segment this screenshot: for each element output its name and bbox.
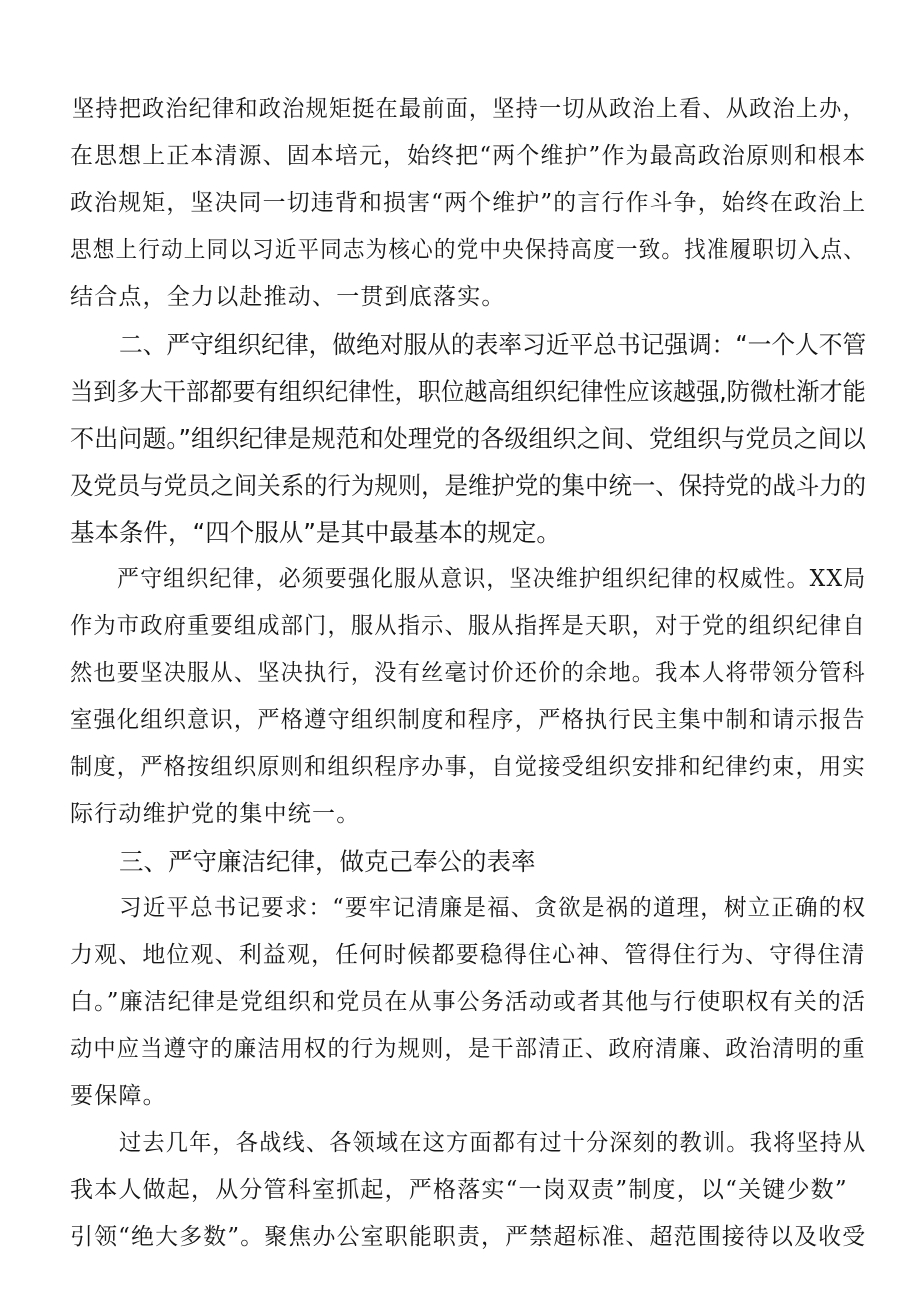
body-line: 思想上行动上同以习近平同志为核心的党中央保持高度一致。找准履职切入点、 xyxy=(70,237,867,263)
body-line: 际行动维护党的集中统一。 xyxy=(70,801,361,827)
body-line: 作为市政府重要组成部门，服从指示、服从指挥是天职，对于党的组织纪律自 xyxy=(70,613,866,639)
body-line: 白。”廉洁纪律是党组织和党员在从事公务活动或者其他与行使职权有关的活 xyxy=(70,989,867,1015)
body-line: 结合点，全力以赴推动、一贯到底落实。 xyxy=(70,284,506,310)
heading-continuation: 基本条件，“四个服从”是其中最基本的规定。 xyxy=(70,518,561,547)
body-line: 过去几年，各战线、各领域在这方面都有过十分深刻的教训。我将坚持从 xyxy=(119,1130,867,1156)
body-line: 我本人做起，从分管科室抓起，严格落实“一岗双责”制度，以“关键少数” xyxy=(70,1177,848,1203)
body-line: 坚持把政治纪律和政治规矩挺在最前面，坚持一切从政治上看、从政治上办， xyxy=(72,96,866,122)
heading-continuation: 当到多大干部都要有组织纪律性，职位越高组织纪律性应该越强,防微杜渐才能 xyxy=(70,377,866,406)
section-heading: 三、严守廉洁纪律，做克己奉公的表率 xyxy=(119,847,536,876)
body-line: 力观、地位观、利益观，任何时候都要稳得住心神、管得住行为、守得住清 xyxy=(70,942,866,968)
body-line: 制度，严格按组织原则和组织程序办事，自觉接受组织安排和纪律约束，用实 xyxy=(70,754,866,780)
body-line: 政治规矩，坚决同一切违背和损害“两个维护”的言行作斗争，始终在政治上 xyxy=(70,190,867,216)
body-line: 动中应当遵守的廉洁用权的行为规则，是干部清正、政府清廉、政治清明的重 xyxy=(70,1036,866,1062)
body-line: 室强化组织意识，严格遵守组织制度和程序，严格执行民主集中制和请示报告 xyxy=(70,707,866,733)
body-line: 习近平总书记要求：“要牢记清廉是福、贪欲是祸的道理，树立正确的权 xyxy=(119,895,867,921)
heading-continuation: 不出问题。”组织纪律是规范和处理党的各级组织之间、党组织与党员之间以 xyxy=(70,424,866,453)
body-line: 在思想上正本清源、固本培元，始终把“两个维护”作为最高政治原则和根本 xyxy=(70,143,867,169)
body-line: 然也要坚决服从、坚决执行，没有丝毫讨价还价的余地。我本人将带领分管科 xyxy=(70,660,866,686)
body-line: 引领“绝大多数”。聚焦办公室职能职责，严禁超标准、超范围接待以及收受 xyxy=(70,1224,867,1250)
section-heading: 二、严守组织纪律，做绝对服从的表率习近平总书记强调：“一个人不管 xyxy=(119,330,867,359)
body-line: 要保障。 xyxy=(70,1083,167,1109)
heading-continuation: 及党员与党员之间关系的行为规则，是维护党的集中统一、保持党的战斗力的 xyxy=(70,471,867,500)
body-line: 严守组织纪律，必须要强化服从意识，坚决维护组织纪律的权威性。XX局 xyxy=(117,566,867,592)
